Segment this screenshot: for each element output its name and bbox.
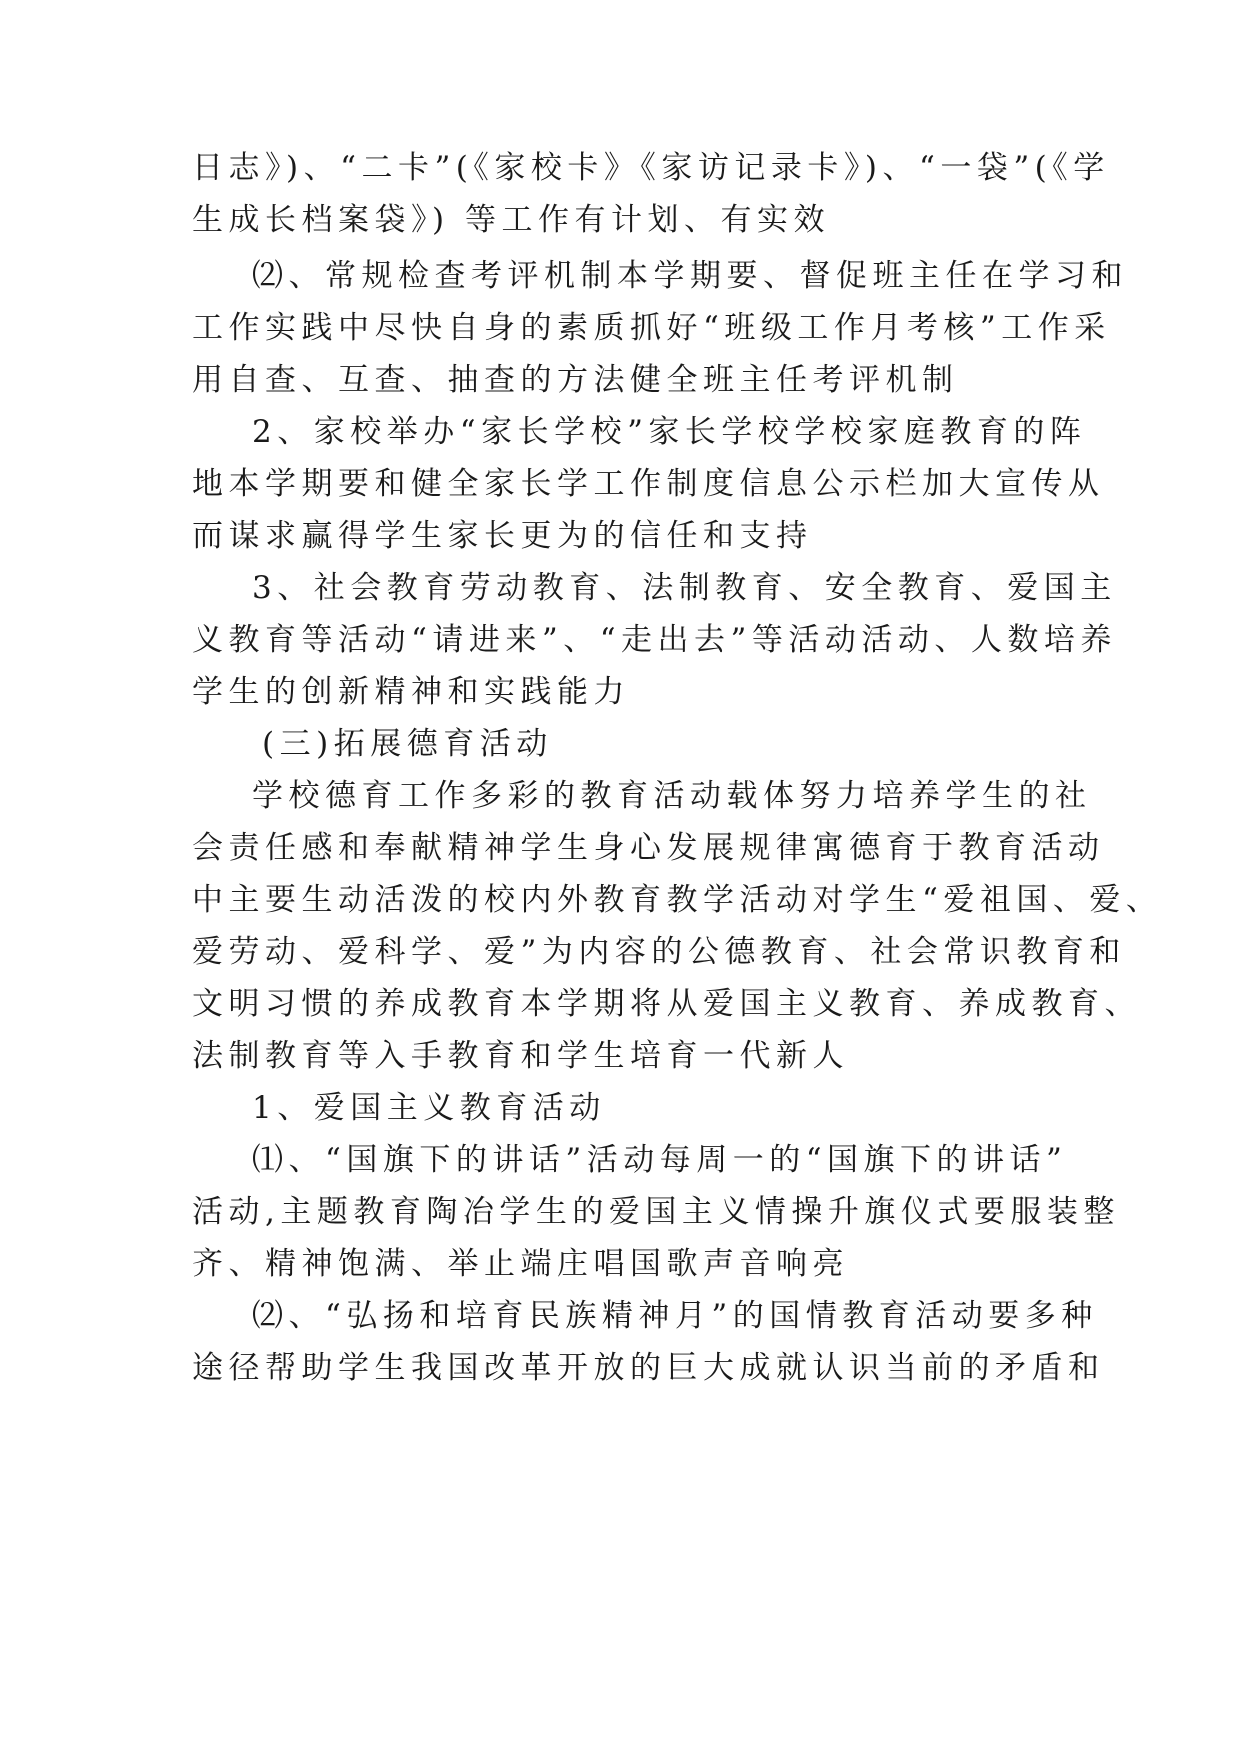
section-heading: (三)拓展德育活动 bbox=[262, 726, 553, 762]
text-line-2: 生成长档案袋》) 等工作有计划、有实效 bbox=[192, 202, 830, 238]
text-line-4: 工作实践中尽快自身的素质抓好“班级工作月考核”工作采 bbox=[192, 310, 1111, 346]
text-line-3: ⑵、常规检查考评机制本学期要、督促班主任在学习和 bbox=[252, 258, 1128, 294]
text-line-22: 齐、精神饱满、举止端庄唱国歌声音响亮 bbox=[192, 1246, 849, 1282]
text-line-6: 2、家校举办“家长学校”家长学校学校家庭教育的阵 bbox=[252, 414, 1087, 450]
text-line-16: 爱劳动、爱科学、爱”为内容的公德教育、社会常识教育和 bbox=[192, 934, 1126, 970]
text-line-9: 3、社会教育劳动教育、法制教育、安全教育、爱国主 bbox=[252, 570, 1117, 606]
text-line-5: 用自查、互查、抽查的方法健全班主任考评机制 bbox=[192, 362, 959, 398]
text-line-18: 法制教育等入手教育和学生培育一代新人 bbox=[192, 1038, 849, 1074]
text-line-7: 地本学期要和健全家长学工作制度信息公示栏加大宣传从 bbox=[192, 466, 1105, 502]
text-line-1: 日志》)、“二卡”(《家校卡》《家访记录卡》)、“一袋”(《学 bbox=[192, 150, 1110, 186]
text-line-11: 学生的创新精神和实践能力 bbox=[192, 674, 630, 710]
text-line-24: 途径帮助学生我国改革开放的巨大成就认识当前的矛盾和 bbox=[192, 1350, 1105, 1386]
text-line-13: 学校德育工作多彩的教育活动载体努力培养学生的社 bbox=[252, 778, 1092, 814]
text-line-23: ⑵、“弘扬和培育民族精神月”的国情教育活动要多种 bbox=[252, 1298, 1098, 1334]
subheading-patriotism: 1、爱国主义教育活动 bbox=[252, 1090, 606, 1126]
text-line-20: ⑴、“国旗下的讲话”活动每周一的“国旗下的讲话” bbox=[252, 1142, 1068, 1178]
text-line-17: 文明习惯的养成教育本学期将从爱国主义教育、养成教育、 bbox=[192, 986, 1141, 1022]
text-line-10: 义教育等活动“请进来”、“走出去”等活动活动、人数培养 bbox=[192, 622, 1117, 658]
text-line-14: 会责任感和奉献精神学生身心发展规律寓德育于教育活动 bbox=[192, 830, 1105, 866]
text-line-15: 中主要生动活泼的校内外教育教学活动对学生“爱祖国、爱、 bbox=[192, 882, 1163, 918]
text-line-8: 而谋求赢得学生家长更为的信任和支持 bbox=[192, 518, 813, 554]
text-line-21: 活动,主题教育陶冶学生的爱国主义情操升旗仪式要服装整 bbox=[192, 1194, 1120, 1230]
